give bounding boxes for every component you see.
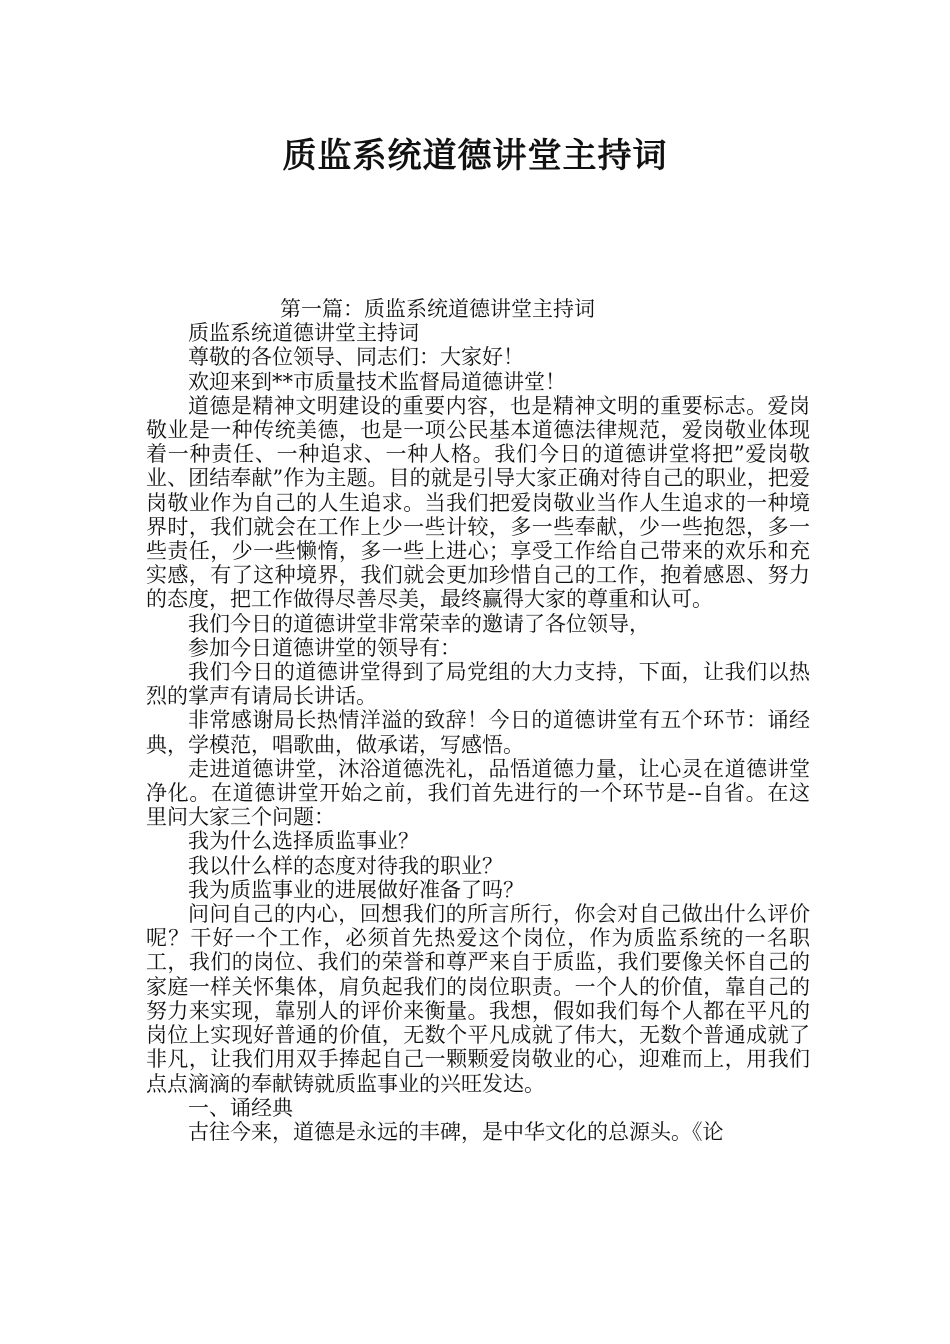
section-heading: 第一篇：质监系统道德讲堂主持词 [280, 297, 595, 321]
document-body [146, 297, 810, 1144]
paragraph: 古往今来，道德是永远的丰碑，是中华文化的总源头。《论 [188, 1119, 724, 1144]
paragraph: 我为质监事业的进展做好准备了吗？ [188, 877, 524, 902]
paragraph: 道德是精神文明建设的重要内容，也是精神文明的重要标志。爱岗敬业是一种传统美德，也是一项公民基本道德法律规范，爱岗敬业体现着一种责任、一种追求、一种人格。我们今日的道德讲堂将把”爱岗敬业、团结奉献”作为主题。目的就是引导大家正确对待自己的职业，把爱岗敬业作为自己的人生追求。当我们把爱岗敬业当作人生追求的一种境界时，我们就会在工作上少一些计较，多一些奉献，少一些抱怨，多一些责任，少一些懒惰，多一些上进心；享受工作给自己带来的欢乐和充实感，有了这种境界，我们就会更加珍惜自己的工作，抱着感恩、努力的态度，把工作做得尽善尽美，最终赢得大家的尊重和认可。 [146, 393, 810, 612]
paragraph: 尊敬的各位领导、同志们：大家好！ [188, 345, 524, 370]
paragraph: 我们今日的道德讲堂非常荣幸的邀请了各位领导， [188, 611, 650, 636]
paragraph: 我为什么选择质监事业？ [188, 829, 419, 854]
section-subheading: 一、诵经典 [188, 1095, 293, 1120]
paragraph: 非常感谢局长热情洋溢的致辞！今日的道德讲堂有五个环节：诵经典，学模范，唱歌曲，做承诺，写感悟。 [146, 708, 810, 757]
paragraph: 走进道德讲堂，沐浴道德洗礼，品悟道德力量，让心灵在道德讲堂净化。在道德讲堂开始之前，我们首先进行的一个环节是--自省。在这里问大家三个问题： [146, 756, 810, 830]
paragraph: 我以什么样的态度对待我的职业？ [188, 853, 503, 878]
document-title: 质监系统道德讲堂主持词 [282, 136, 668, 176]
paragraph: 质监系统道德讲堂主持词 [188, 321, 419, 346]
paragraph: 我们今日的道德讲堂得到了局党组的大力支持，下面，让我们以热烈的掌声有请局长讲话。 [146, 660, 810, 709]
paragraph: 欢迎来到**市质量技术监督局道德讲堂！ [188, 369, 566, 394]
paragraph: 参加今日道德讲堂的领导有： [188, 635, 461, 660]
paragraph: 问问自己的内心，回想我们的所言所行，你会对自己做出什么评价呢？干好一个工作，必须首先热爱这个岗位，作为质监系统的一名职工，我们的岗位、我们的荣誉和尊严来自于质监，我们要像关怀自己的家庭一样关怀集体，肩负起我们的岗位职责。一个人的价值，靠自己的努力来实现，靠别人的评价来衡量。我想，假如我们每个人都在平凡的岗位上实现好普通的价值，无数个平凡成就了伟大，无数个普通成就了非凡，让我们用双手捧起自己一颗颗爱岗敬业的心，迎难而上，用我们点点滴滴的奉献铸就质监事业的兴旺发达。 [146, 902, 810, 1096]
